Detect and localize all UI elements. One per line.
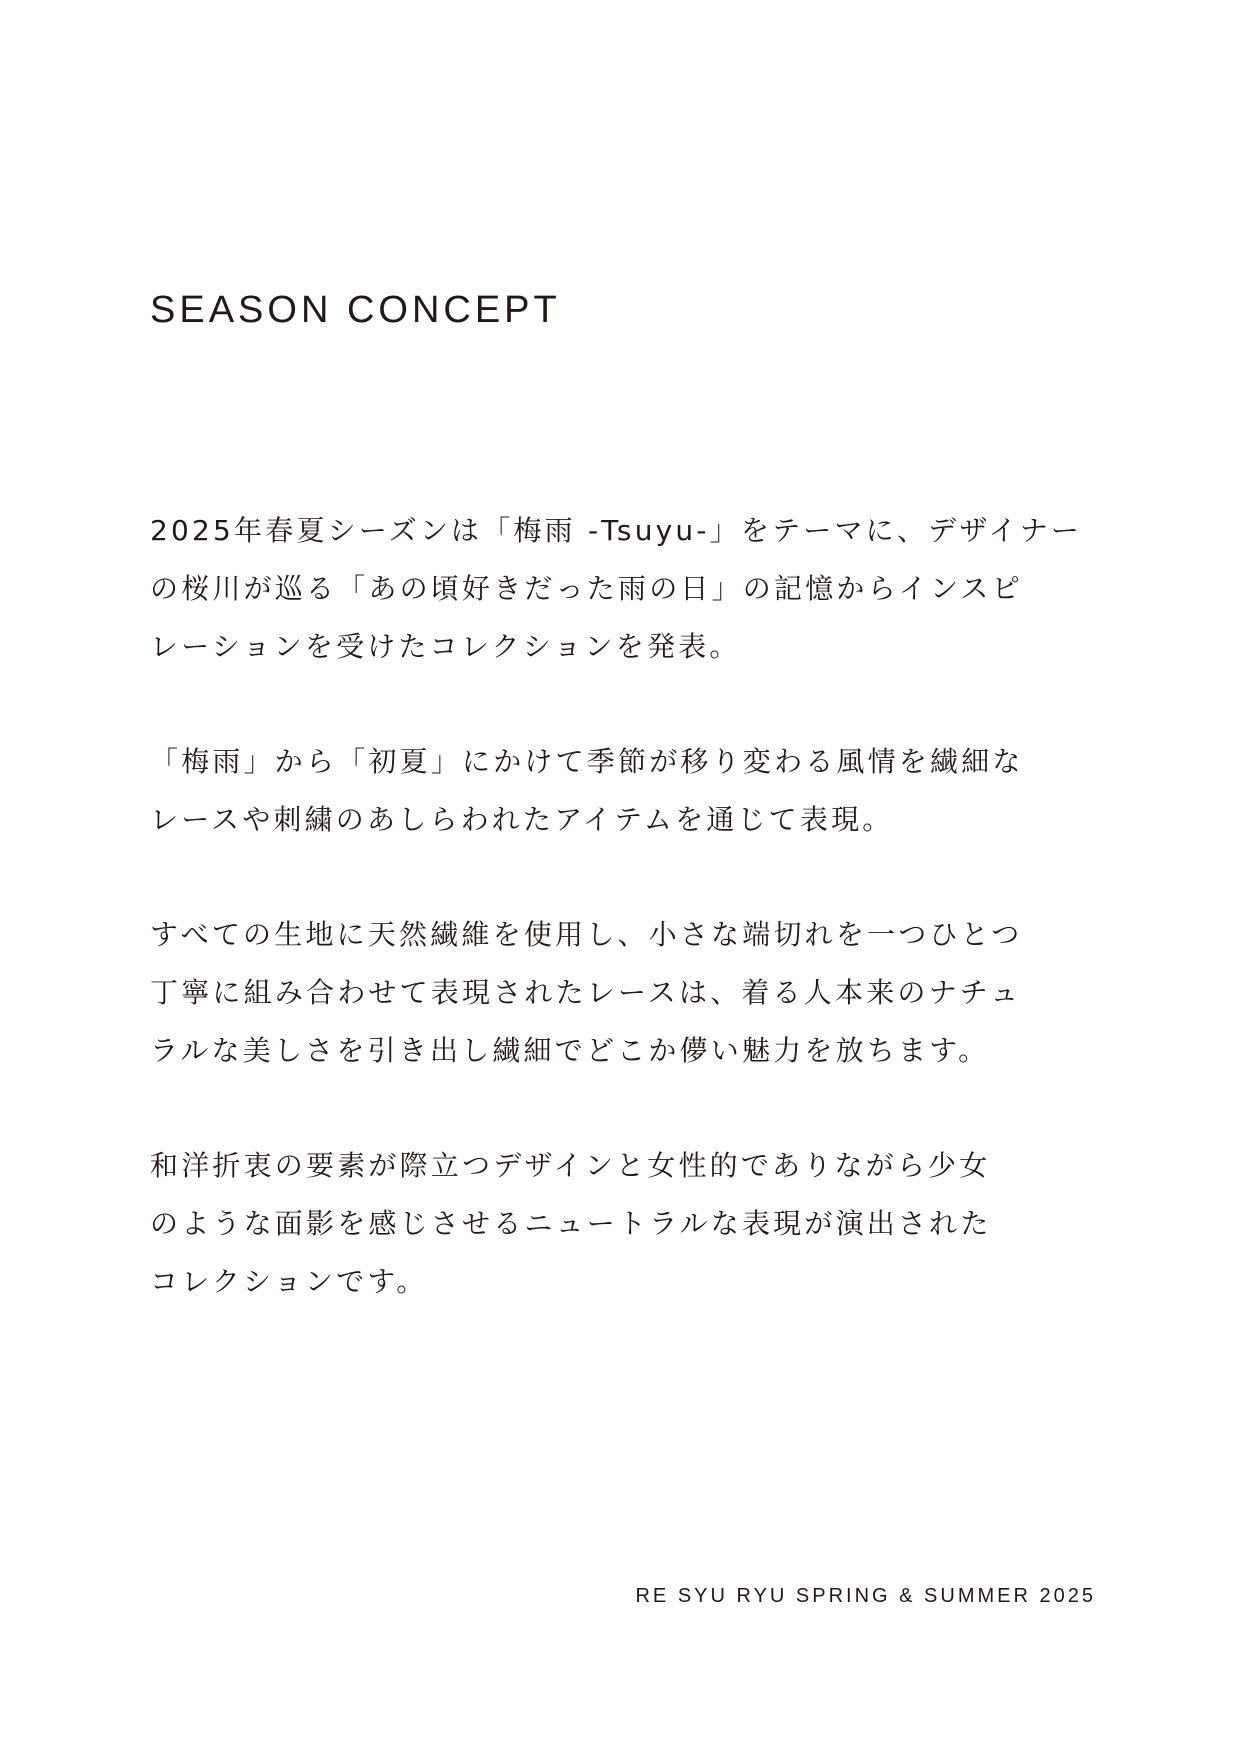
paragraph-line: コレクションです。 bbox=[150, 1265, 428, 1298]
concept-paragraph-3 bbox=[150, 906, 1100, 1080]
paragraph-line: レースや刺繍のあしらわれたアイテムを通じて表現。 bbox=[150, 803, 894, 836]
concept-body bbox=[150, 502, 1100, 1368]
paragraph-line: レーションを受けたコレクションを発表。 bbox=[150, 630, 741, 663]
concept-paragraph-2 bbox=[150, 733, 1100, 849]
page-title: SEASON CONCEPT bbox=[150, 289, 561, 331]
paragraph-line: ラルな美しさを引き出し繊細でどこか儚い魅力を放ちます。 bbox=[150, 1034, 990, 1067]
paragraph-line: の桜川が巡る「あの頃好きだった雨の日」の記憶からインスピ bbox=[150, 572, 1023, 605]
paragraph-line: 丁寧に組み合わせて表現されたレースは、着る人本来のナチュ bbox=[150, 976, 1022, 1009]
concept-paragraph-4 bbox=[150, 1137, 1100, 1311]
paragraph-line: のような面影を感じさせるニュートラルな表現が演出された bbox=[150, 1207, 992, 1240]
paragraph-line: 「梅雨」から「初夏」にかけて季節が移り変わる風情を繊細な bbox=[150, 745, 1024, 778]
paragraph-line: 和洋折衷の要素が際立つデザインと女性的でありながら少女 bbox=[150, 1149, 991, 1182]
paragraph-line: 2025年春夏シーズンは「梅雨 -Tsuyu-」をテーマに、デザイナー bbox=[150, 514, 1083, 547]
collection-footer: RE SYU RYU SPRING & SUMMER 2025 bbox=[635, 1585, 1096, 1607]
paragraph-line: すべての生地に天然繊維を使用し、小さな端切れを一つひとつ bbox=[150, 918, 1023, 951]
concept-paragraph-1 bbox=[150, 502, 1100, 676]
